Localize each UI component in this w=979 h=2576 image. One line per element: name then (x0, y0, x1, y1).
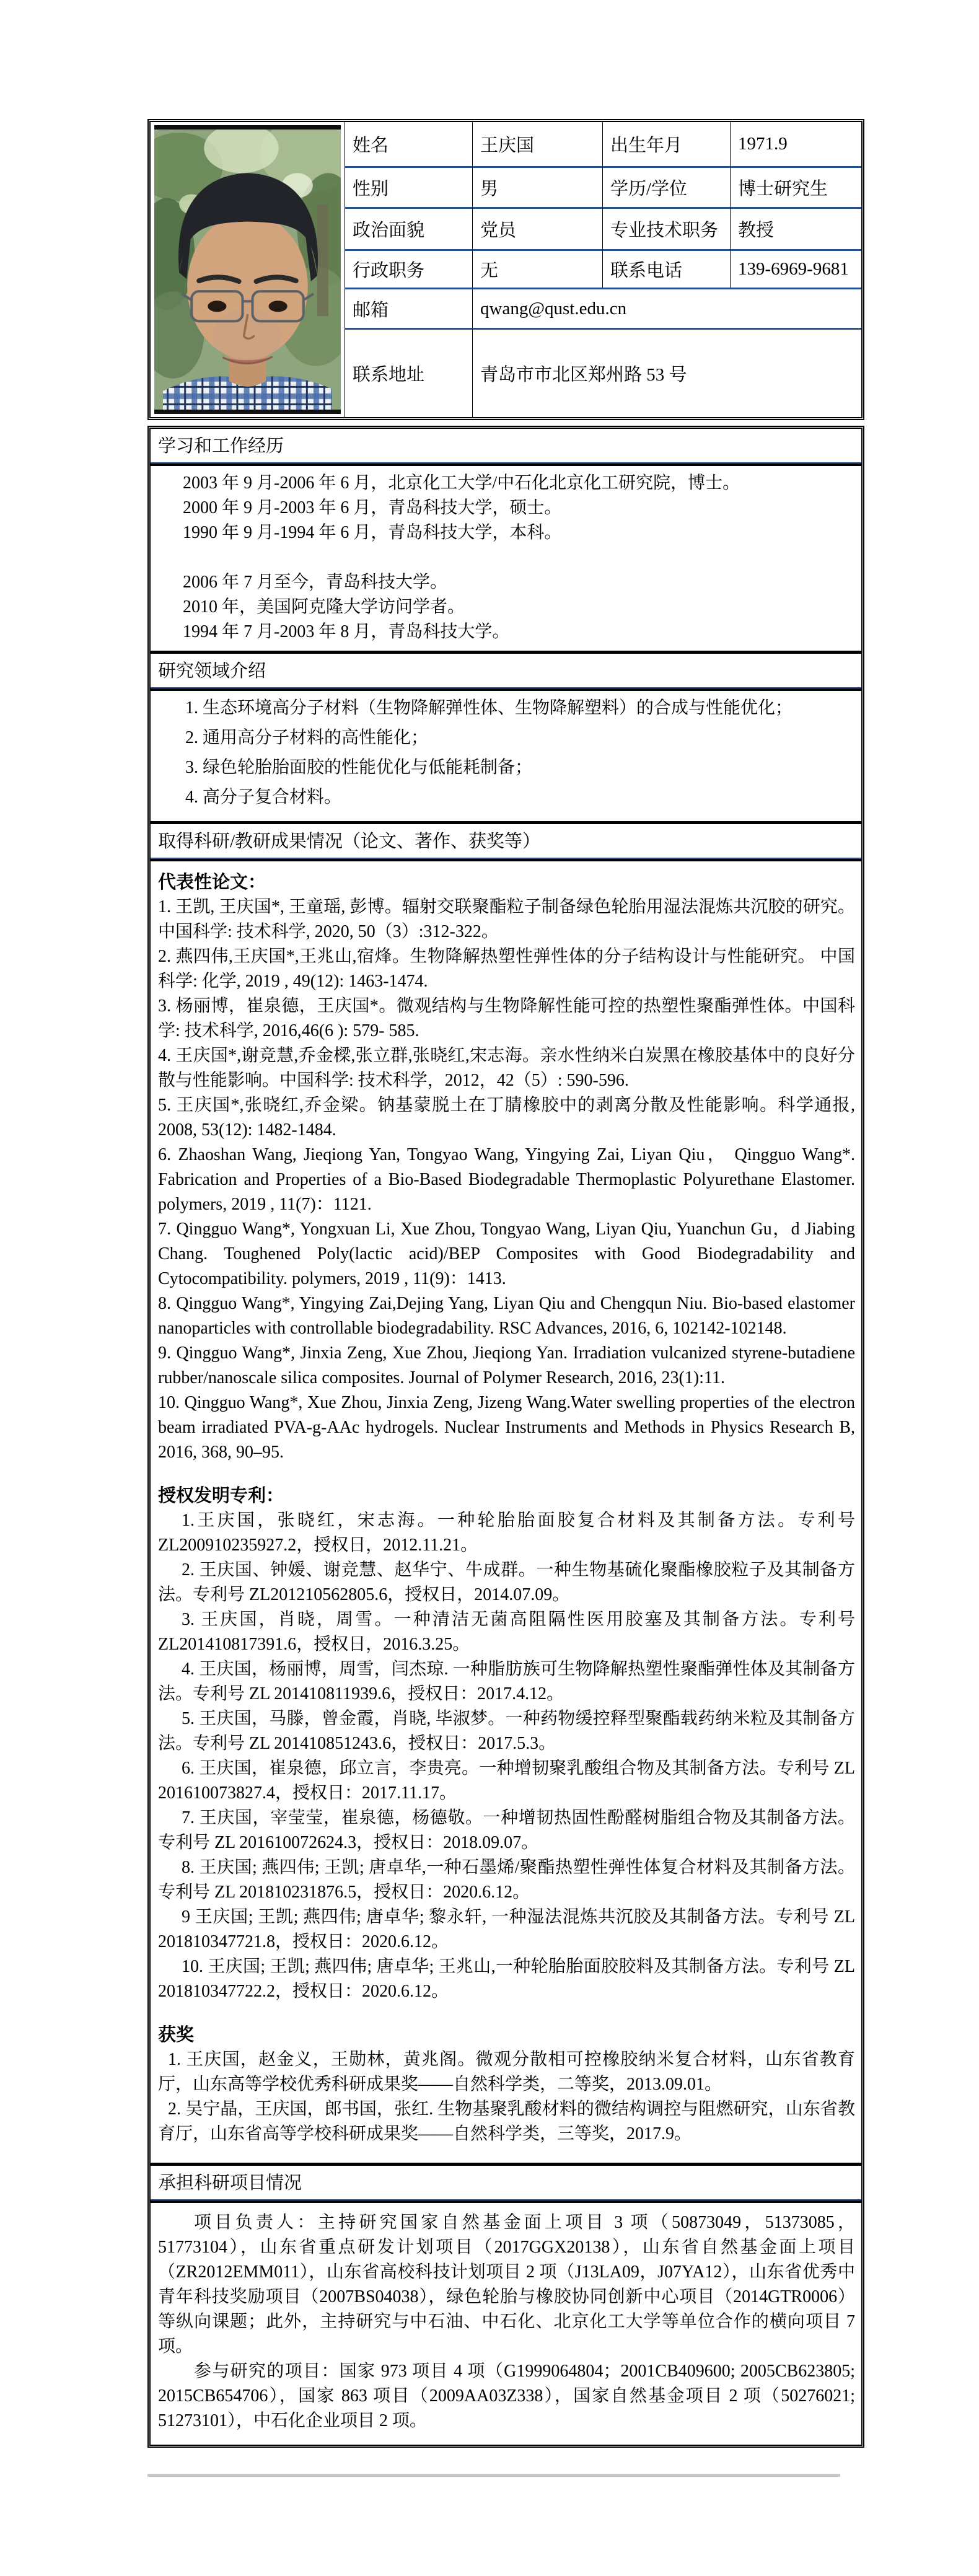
experience-line: 2000 年 9 月-2003 年 6 月，青岛科技大学，硕士。 (183, 498, 562, 517)
awards-heading: 获奖 (158, 2025, 195, 2045)
paper-item: 5. 王庆国*,张晓红,乔金梁。钠基蒙脱土在丁腈橡胶中的剥离分散及性能影响。科学通报, 2008, 53(12): 1482-1484. (158, 1096, 855, 1140)
field-label-birth: 出生年月 (602, 122, 730, 166)
field-label-address: 联系地址 (345, 328, 472, 417)
patent-item: 3. 王庆国，肖晓，周雪。一种清洁无菌高阻隔性医用胶塞及其制备方法。专利号 ZL201410817391.6，授权日，2016.3.25。 (158, 1610, 855, 1654)
patent-item: 5. 王庆国，马滕，曾金霞，肖晓, 毕淑梦。一种药物缓控释型聚酯载药纳米粒及其制备方法。专利号 ZL 201410851243.6，授权日：2017.5.3。 (158, 1709, 855, 1753)
paper-item: 2. 燕四伟,王庆国*,王兆山,宿烽。生物降解热塑性弹性体的分子结构设计与性能研究。 中国科学: 化学, 2019 , 49(12): 1463-1474. (158, 947, 855, 991)
field-value-political: 党员 (472, 207, 602, 249)
section-body-experience (151, 466, 861, 651)
research-item: 3. 绿色轮胎胎面胶的性能优化与低能耗制备； (185, 758, 533, 777)
experience-line: 2003 年 9 月-2006 年 6 月，北京化工大学/中石化北京化工研究院，博士。 (183, 473, 740, 493)
paper-item: 1. 王凯, 王庆国*, 王童瑶, 彭博。辐射交联聚酯粒子制备绿色轮胎用湿法混炼共沉胶的研究。中国科学: 技术科学, 2020, 50（3）:312-322。 (158, 897, 855, 941)
research-item: 2. 通用高分子材料的高性能化； (185, 728, 429, 747)
section-body-research (151, 691, 861, 821)
bottom-divider-rule (147, 2474, 840, 2477)
field-value-gender: 男 (472, 166, 602, 207)
section-title-research: 研究领域介绍 (158, 661, 266, 681)
field-value-email: qwang@qust.edu.cn (472, 288, 861, 328)
profile-photo-cell (151, 122, 345, 417)
paper-item: 7. Qingguo Wang*, Yongxuan Li, Xue Zhou, Tongyao Wang, Liyan Qiu, Yuanchun Gu，d Jiabing Chang. Toughened Poly(lactic acid)/BEP Composites with Good Biodegradability and Cytocompatibility. polymers, 2019 , 11(9)：1413. (158, 1220, 855, 1288)
field-label-degree: 学历/学位 (602, 166, 730, 207)
paper-item: 4. 王庆国*,谢竞慧,乔金樑,张立群,张晓红,宋志海。亲水性纳米白炭黑在橡胶基体中的良好分散与性能影响。中国科学: 技术科学，2012，42（5）: 590-596. (158, 1046, 855, 1090)
field-label-email: 邮箱 (345, 288, 472, 328)
field-value-phone: 139-6969-9681 (730, 249, 861, 288)
experience-line: 2010 年，美国阿克隆大学访问学者。 (183, 597, 465, 617)
field-label-name: 姓名 (345, 122, 472, 166)
project-paragraph: 项目负责人：主持研究国家自然基金面上项目 3 项（50873049，51373085，51773104），山东省重点研发计划项目（2017GGX20138），山东省自然基金面上项目（ZR2012EMM011），山东省高校科技计划项目 2 项（J13LA09，J07YA12），山东省优秀中青年科技奖励项目（2007BS04038），绿色轮胎与橡胶协同创新中心项目（2014GTR0006）等纵向课题；此外，主持研究与中石油、中石化、北京化工大学等单位合作的横向项目 7 项。 (158, 2213, 855, 2356)
paper-item: 3. 杨丽博，崔泉德，王庆国*。微观结构与生物降解性能可控的热塑性聚酯弹性体。中国科学: 技术科学, 2016,46(6 ): 579- 585. (158, 996, 855, 1040)
field-value-title: 教授 (730, 207, 861, 249)
section-body-projects (151, 2203, 861, 2445)
patent-item: 10. 王庆国; 王凯; 燕四伟; 唐卓华; 王兆山,一种轮胎胎面胶胶料及其制备方法。专利号 ZL 201810347722.2，授权日：2020.6.12。 (158, 1957, 855, 2001)
section-title-experience: 学习和工作经历 (158, 436, 284, 456)
paper-item: 6. Zhaoshan Wang, Jieqiong Yan, Tongyao Wang, Yingying Zai, Liyan Qiu， Qingguo Wang*. Fabrication and Properties of a Bio-Based Biodegradable Thermoplastic Polyurethane Elastomer. polymers, 2019 , 11(7)：1121. (158, 1145, 855, 1214)
field-value-name: 王庆国 (472, 122, 602, 166)
paper-item: 10. Qingguo Wang*, Xue Zhou, Jinxia Zeng, Jizeng Wang.Water swelling properties of the electron beam irradiated PVA-g-AAc hydrogels. Nuclear Instruments and Methods in Physics Research B, 2016, 368, 90–95. (158, 1393, 855, 1462)
patent-item: 7. 王庆国，宰莹莹，崔泉德，杨德敬。一种增韧热固性酚醛树脂组合物及其制备方法。专利号 ZL 201610072624.3，授权日：2018.09.07。 (158, 1808, 855, 1852)
papers-heading: 代表性论文： (158, 873, 266, 892)
patent-item: 8. 王庆国; 燕四伟; 王凯; 唐卓华,一种石墨烯/聚酯热塑性弹性体复合材料及其制备方法。专利号 ZL 201810231876.5，授权日：2020.6.12。 (158, 1858, 855, 1902)
patent-item: 1.王庆国，张晓红，宋志海。一种轮胎胎面胶复合材料及其制备方法。专利号 ZL200910235927.2，授权日，2012.11.21。 (158, 1511, 855, 1555)
experience-line: 2006 年 7 月至今，青岛科技大学。 (183, 573, 448, 592)
patent-item: 4. 王庆国，杨丽博，周雪，闫杰琼. 一种脂肪族可生物降解热塑性聚酯弹性体及其制备方法。专利号 ZL 201410811939.6，授权日：2017.4.12。 (158, 1659, 855, 1703)
portrait-illustration (154, 130, 341, 410)
patent-item: 9 王庆国; 王凯; 燕四伟; 唐卓华; 黎永轩, 一种湿法混炼共沉胶及其制备方法。专利号 ZL 201810347721.8，授权日：2020.6.12。 (158, 1907, 855, 1951)
field-value-birth: 1971.9 (730, 122, 861, 166)
section-title-achievements: 取得科研/教研成果情况（论文、著作、获奖等） (158, 832, 541, 851)
field-label-title: 专业技术职务 (602, 207, 730, 249)
patent-item: 2. 王庆国、钟媛、谢竞慧、赵华宁、牛成群。一种生物基硫化聚酯橡胶粒子及其制备方法。专利号 ZL201210562805.6，授权日，2014.07.09。 (158, 1560, 855, 1604)
paper-item: 8. Qingguo Wang*, Yingying Zai,Dejing Yang, Liyan Qiu and Chengqun Niu. Bio-based elastomer nanoparticles with controllable biodegradability. RSC Advances, 2016, 6, 102142-102148. (158, 1294, 855, 1338)
section-body-achievements (151, 861, 861, 2163)
field-label-admin: 行政职务 (345, 249, 472, 288)
experience-line: 1994 年 7 月-2003 年 8 月，青岛科技大学。 (183, 622, 510, 641)
research-item: 1. 生态环境高分子材料（生物降解弹性体、生物降解塑料）的合成与性能优化； (185, 698, 793, 718)
experience-blank-line (157, 545, 855, 570)
profile-photo (154, 125, 341, 414)
field-label-gender: 性别 (345, 166, 472, 207)
cv-sections-table (147, 426, 864, 2448)
field-value-degree: 博士研究生 (730, 166, 861, 207)
patents-heading: 授权发明专利： (158, 1486, 284, 1506)
paper-item: 9. Qingguo Wang*, Jinxia Zeng, Xue Zhou, Jieqiong Yan. Irradiation vulcanized styrene-butadiene rubber/nanoscale silica composites. Journal of Polymer Research, 2016, 23(1):11. (158, 1343, 855, 1387)
personal-info-table (147, 119, 864, 420)
section-title-projects: 承担科研项目情况 (158, 2173, 302, 2193)
award-item: 1. 王庆国，赵金义，王勋林，黄兆阁。微观分散相可控橡胶纳米复合材料，山东省教育厅，山东高等学校优秀科研成果奖——自然科学类，二等奖，2013.09.01。 (158, 2050, 855, 2094)
field-value-address: 青岛市市北区郑州路 53 号 (472, 328, 861, 417)
experience-line: 1990 年 9 月-1994 年 6 月，青岛科技大学，本科。 (183, 523, 562, 542)
award-item: 2. 吴宁晶，王庆国，郎书国，张红. 生物基聚乳酸材料的微结构调控与阻燃研究，山东省教育厅，山东省高等学校科研成果奖——自然科学类，三等奖，2017.9。 (158, 2099, 855, 2143)
field-value-admin: 无 (472, 249, 602, 288)
patent-item: 6. 王庆国，崔泉德，邱立言，李贵亮。一种增韧聚乳酸组合物及其制备方法。专利号 ZL 201610073827.4，授权日：2017.11.17。 (158, 1759, 855, 1803)
research-item: 4. 高分子复合材料。 (185, 788, 342, 807)
project-paragraph: 参与研究的项目：国家 973 项目 4 项（G1999064804；2001CB409600; 2005CB623805; 2015CB654706），国家 863 项目（2009AA03Z338），国家自然基金项目 2 项（50276021; 51273101），中石化企业项目 2 项。 (158, 2362, 855, 2430)
field-label-political: 政治面貌 (345, 207, 472, 249)
field-label-phone: 联系电话 (602, 249, 730, 288)
